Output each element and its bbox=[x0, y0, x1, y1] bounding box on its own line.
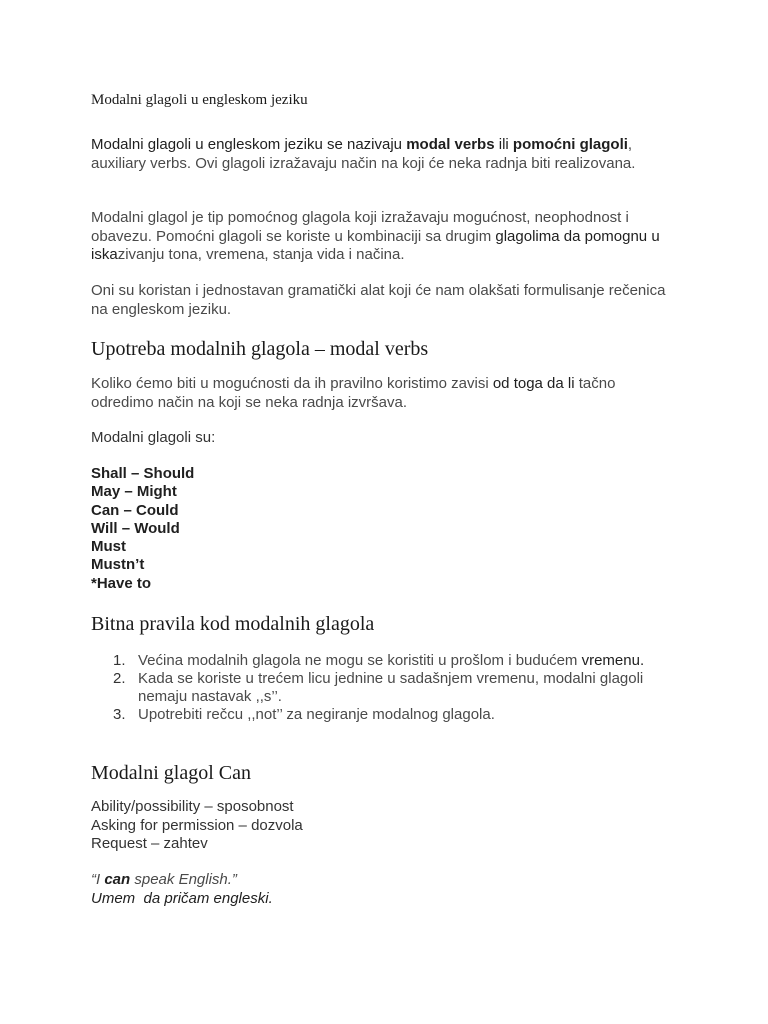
modal-verb-item: May – Might bbox=[91, 483, 177, 501]
example-keyword: can bbox=[104, 871, 131, 888]
modal-verb-item: Can – Could bbox=[91, 501, 179, 519]
intro-text-dark: glagolima da pomognu u iska bbox=[91, 227, 660, 263]
modal-verb-item: Mustn’t bbox=[91, 556, 145, 574]
heading-rules: Bitna pravila kod modalnih glagola bbox=[91, 613, 375, 635]
rule-item bbox=[91, 670, 691, 706]
intro-text: ili bbox=[494, 136, 513, 153]
intro-paragraph-3: Oni su koristan i jednostavan gramatički alat koji će nam olakšati formulisanje rečenica na engleskom jeziku. bbox=[91, 282, 666, 318]
can-use-line: Ability/possibility – sposobnost bbox=[91, 798, 294, 815]
rule-number: 3. bbox=[113, 706, 126, 723]
can-example bbox=[91, 871, 273, 908]
modal-verb-item: Will – Would bbox=[91, 519, 180, 537]
translation-text: da pričam engleski. bbox=[135, 889, 273, 907]
can-uses bbox=[91, 798, 303, 854]
intro-paragraph-1 bbox=[91, 136, 681, 173]
heading-can: Modalni glagol Can bbox=[91, 762, 251, 784]
usage-text: Koliko ćemo biti u mogućnosti da ih pravilno koristimo zavisi bbox=[91, 375, 493, 392]
usage-text: tačno odredimo način na koji se neka radnja izvršava. bbox=[91, 375, 616, 411]
term-pomocni-glagoli: pomoćni glagoli bbox=[512, 136, 628, 153]
intro-text: Modalni glagoli u engleskom jeziku se nazivaju bbox=[91, 136, 407, 153]
modal-verb-item: Must bbox=[91, 538, 126, 556]
translation-keyword: Umem bbox=[91, 889, 136, 907]
rule-item bbox=[91, 652, 691, 670]
example-text: “I bbox=[91, 871, 105, 888]
term-modal-verbs: modal verbs bbox=[406, 136, 495, 153]
can-use-line: Asking for permission – dozvola bbox=[91, 816, 303, 834]
rule-text-dark: vremenu. bbox=[581, 652, 645, 669]
modal-list-intro: Modalni glagoli su: bbox=[91, 429, 216, 446]
example-translation bbox=[91, 890, 273, 909]
can-use-line: Request – zahtev bbox=[91, 835, 208, 852]
intro-text: , auxiliary verbs. Ovi glagoli izražavaju način na koji će neka radnja biti realizovana. bbox=[91, 136, 636, 172]
document-title: Modalni glagoli u engleskom jeziku bbox=[91, 92, 308, 108]
usage-text-dark: od toga da li bbox=[492, 375, 575, 392]
rule-item bbox=[91, 706, 691, 724]
heading-usage: Upotreba modalnih glagola – modal verbs bbox=[91, 338, 429, 360]
modal-verbs-list bbox=[91, 465, 194, 593]
intro-text: zivanju tona, vremena, stanja vida i načina. bbox=[117, 246, 405, 263]
modal-verb-item: *Have to bbox=[91, 574, 152, 592]
rule-number: 1. bbox=[113, 652, 126, 669]
usage-paragraph bbox=[91, 375, 681, 412]
modal-verb-item: Shall – Should bbox=[91, 465, 195, 482]
intro-paragraph-2 bbox=[91, 209, 681, 265]
example-text: speak English.” bbox=[130, 871, 237, 888]
intro-text: Modalni glagol je tip pomoćnog glagola koji izražavaju mogućnost, neophodnost i obavezu. Pomoćni glagoli se koriste u kombinaciji sa drugim bbox=[91, 209, 629, 245]
rule-number: 2. bbox=[113, 670, 126, 687]
rules-list bbox=[91, 652, 691, 724]
rule-text: Upotrebiti rečcu ,,not’’ za negiranje modalnog glagola. bbox=[138, 706, 495, 723]
example-sentence bbox=[91, 871, 273, 890]
rule-text: Većina modalnih glagola ne mogu se koristiti u prošlom i budućem bbox=[138, 652, 582, 669]
rule-text: Kada se koriste u trećem licu jednine u sadašnjem vremenu, modalni glagoli nemaju nastavak ,,s’’. bbox=[138, 670, 644, 705]
